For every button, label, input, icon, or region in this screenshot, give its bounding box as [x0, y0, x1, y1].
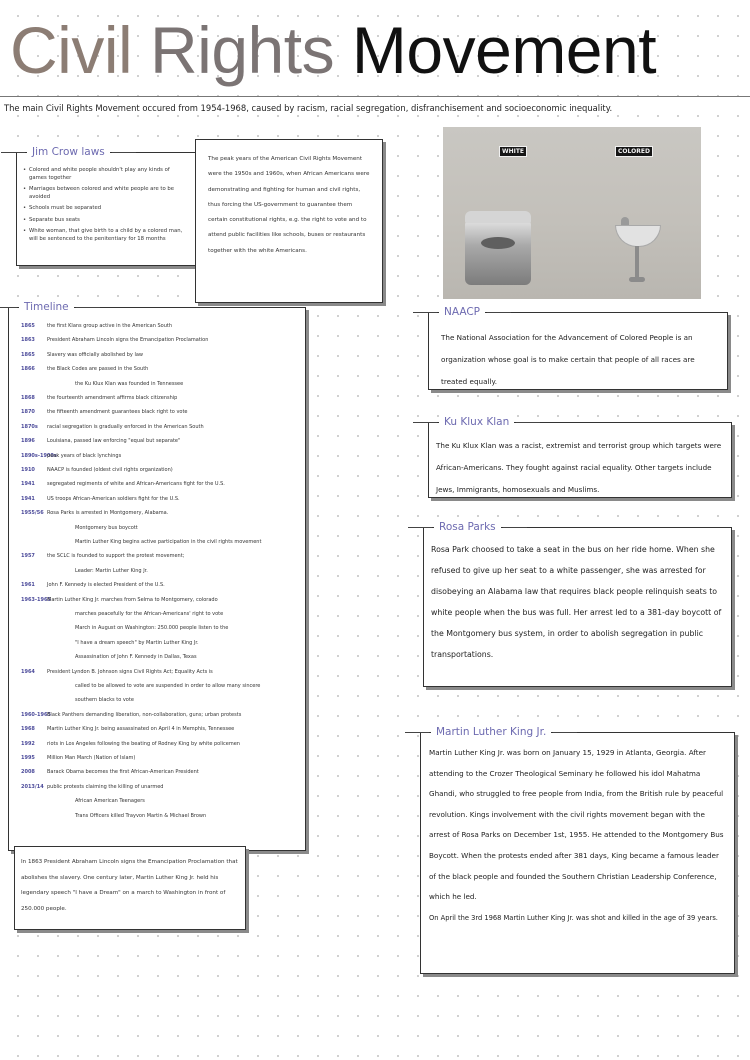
- timeline-event: President Lyndon B. Johnson signs Civil Rights Act; Equality Acts is: [47, 668, 213, 675]
- rosa-parks-box: [423, 521, 732, 687]
- timeline-event: Martin Luther King Jr. being assassinated on April 4 in Memphis, Tennessee: [47, 726, 235, 733]
- timeline-event: segregated regiments of white and African-Americans fight for the U.S.: [47, 481, 225, 488]
- timeline-entry: [21, 754, 135, 763]
- timeline-event: racial segregation is gradually enforced in the American South: [47, 423, 204, 430]
- naacp-title: NAACP: [439, 305, 485, 319]
- timeline-entry: [21, 596, 218, 605]
- timeline-year: 2008: [21, 769, 35, 776]
- timeline-event: the SCLC is founded to support the protest movement;: [47, 553, 185, 560]
- timeline-entry: [21, 408, 188, 417]
- timeline-entry: [49, 567, 148, 576]
- mlk-death-text: On April the 3rd 1968 Martin Luther King Jr. was shot and killed in the age of 39 years.: [429, 913, 718, 922]
- timeline-entry: [21, 351, 143, 360]
- timeline-entry: [49, 639, 199, 648]
- title-word-civil: Civil: [10, 13, 133, 87]
- timeline-year: 1863: [21, 337, 35, 344]
- timeline-entry: [49, 380, 183, 389]
- timeline-year: 1896: [21, 438, 35, 445]
- timeline-year: 1870: [21, 409, 35, 416]
- timeline-event: Black Panthers demanding liberation, non-collaboration, guns; urban protests: [47, 711, 242, 718]
- timeline-year: 1995: [21, 755, 35, 761]
- timeline-year: 1968: [21, 726, 35, 733]
- timeline-event: Trans Officers killed Trayvon Martin & Michael Brown: [75, 812, 207, 819]
- timeline-year: 1868: [21, 395, 35, 401]
- peak-years-text: The peak years of the American Civil Rights Movement were the 1950s and 1960s, when African Americans were demonstrating and fighting for human and civil rights, thus forcing the US-government to guarantee them certain constitutional rights, e.g. the right to vote and to attend public facilities like schools, buses or restaurants together with the white Americans.: [208, 156, 370, 254]
- timeline-year: 1910: [21, 467, 35, 473]
- timeline-event: marches peacefully for the African-Americans' right to vote: [75, 611, 224, 617]
- timeline-event: Million Man March (Nation of Islam): [47, 755, 136, 761]
- timeline-entry: [21, 495, 180, 504]
- timeline-year: 1941: [21, 495, 35, 502]
- timeline-event: President Abraham Lincoln signs the Emancipation Proclamation: [47, 337, 209, 344]
- timeline-year: 1960-1965: [21, 711, 51, 718]
- emancipation-note-text: In 1863 President Abraham Lincoln signs the Emancipation Proclamation that abolishes the slavery. One century later, Martin Luther King Jr. held his legendary speech "I have a Dream" on a march to Washington in front of 250.000 people.: [21, 859, 238, 912]
- title-word-rights: Rights: [150, 13, 335, 87]
- timeline-event: called to be allowed to vote are suspended in order to allow many sincere: [75, 683, 261, 689]
- page-title: [10, 10, 656, 90]
- timeline-event: Montgomery bus boycott: [75, 524, 138, 531]
- timeline-event: southern blacks to vote: [75, 697, 134, 704]
- timeline-entry: [21, 668, 213, 677]
- timeline-entry: [21, 768, 199, 777]
- jim-crow-title: Jim Crow laws: [27, 145, 110, 159]
- timeline-entry: [21, 581, 165, 590]
- rosa-parks-text: Rosa Park choosed to take a seat in the bus on her ride home. When she refused to give up her seat to a white passenger, she was arrested for disobeying an Alabama law that requires black people relinquish seats to white people when the bus was full. Her arrest led to a 381-day boycott of the Montgomery bus system, in order to abolish segregation in public transportations.: [431, 545, 722, 659]
- naacp-text: The National Association for the Advancement of Colored People is an organization whose goal is to make certain that people of all races are treated equally.: [441, 333, 695, 386]
- timeline-entry: [21, 509, 168, 518]
- timeline-year: 1870s: [21, 423, 38, 430]
- timeline-event: riots in Los Angeles following the beating of Rodney King by white policemen: [47, 740, 240, 747]
- timeline-entry: [49, 653, 197, 662]
- fountain-pipe-bend: [629, 277, 645, 282]
- intro-text: The main Civil Rights Movement occured from 1954-1968, caused by racism, racial segregation, disfranchisement and socioeconomic inequality.: [4, 103, 613, 113]
- timeline-event: Assassination of John F. Kennedy in Dallas, Texas: [75, 654, 197, 661]
- timeline-event: Barack Obama becomes the first African-American President: [47, 769, 199, 776]
- timeline-entry: [49, 682, 260, 691]
- mlk-text: Martin Luther King Jr. was born on January 15, 1929 in Atlanta, Georgia. After attending to the Crozer Theological Seminary he followed his idol Mahatma Ghandi, who struggled to free people from India, from the British rule by peaceful revolution. Kings involvement with the civil rights movement began with the arrest of Rosa Parks on December 1st, 1955. He attended to the Montgomery Bus Boycott. When the protests ended after 381 days, King became a famous leader of the black people and founded the Southern Christian Leadership Conference, which he led.: [429, 748, 724, 902]
- timeline-entry: [21, 365, 148, 374]
- timeline-year: 1957: [21, 553, 35, 560]
- timeline-event: African American Teenagers: [75, 798, 145, 805]
- timeline-year: 2013/14: [21, 783, 44, 790]
- timeline-entry: [49, 797, 145, 806]
- timeline-entry: [49, 696, 134, 705]
- kkk-title: Ku Klux Klan: [439, 415, 514, 429]
- naacp-box: [428, 306, 728, 390]
- jim-crow-item: • Marriages between colored and white people are to be avoided: [23, 186, 189, 201]
- timeline-event: Slavery was officially abolished by law: [47, 351, 143, 358]
- timeline-entry: [49, 812, 206, 821]
- timeline-entry: [21, 394, 177, 403]
- jim-crow-item: • White woman, that give birth to a child by a colored man, will be sentenced to the penitentiary for 18 months: [23, 228, 189, 243]
- peak-years-box: [195, 139, 383, 303]
- timeline-year: 1865: [21, 351, 35, 358]
- timeline-entry: [21, 740, 240, 749]
- timeline-event: US troops African-American soldiers fight for the U.S.: [47, 495, 180, 502]
- timeline-entry: [21, 466, 173, 475]
- timeline-entry: [21, 711, 241, 720]
- timeline-event: NAACP is founded (oldest civil rights organization): [47, 467, 173, 473]
- timeline-year: 1963-1965: [21, 596, 51, 603]
- timeline-event: "I have a dream speech" by Martin Luther King Jr.: [75, 639, 199, 646]
- white-drinking-fountain: [465, 219, 531, 285]
- timeline-year: 1992: [21, 740, 35, 747]
- timeline-event: Leader: Martin Luther King Jr.: [75, 567, 148, 574]
- timeline-entry: [49, 538, 261, 547]
- timeline-event: Louisiana, passed law enforcing "equal but separate": [47, 438, 181, 445]
- emancipation-note-box: [14, 846, 246, 930]
- mlk-box: [420, 726, 735, 974]
- timeline-entry: [21, 783, 163, 792]
- timeline-year: 1890s-1900s: [21, 452, 57, 459]
- timeline-event: Martin Luther King begins active participation in the civil rights movement: [75, 539, 262, 545]
- mlk-title: Martin Luther King Jr.: [431, 725, 551, 739]
- timeline-entry: [21, 437, 180, 446]
- jim-crow-item: • Colored and white people shouldn't play any kinds of games together: [23, 167, 189, 182]
- timeline-event: John F. Kennedy is elected President of the U.S.: [47, 582, 165, 589]
- timeline-year: 1865: [21, 323, 35, 329]
- timeline-event: Martin Luther King Jr. marches from Selma to Montgomery, colorado: [47, 596, 218, 603]
- timeline-event: the fifteenth amendment guarantees black right to vote: [47, 409, 188, 416]
- kkk-box: [428, 416, 732, 498]
- timeline-event: the fourteenth amendment affirms black citizenship: [47, 395, 178, 401]
- timeline-event: the Ku Klux Klan was founded in Tennessee: [75, 380, 184, 387]
- timeline-year: 1955/56: [21, 510, 44, 517]
- timeline-entry: [21, 423, 204, 432]
- timeline-entry: [49, 624, 228, 633]
- segregated-fountains-photo: [443, 127, 701, 299]
- timeline-title: Timeline: [19, 300, 74, 314]
- timeline-year: 1964: [21, 668, 35, 675]
- timeline-entry: [21, 725, 234, 734]
- kkk-text: The Ku Klux Klan was a racist, extremist and terrorist group which targets were African-Americans. They fought against racial equality. Other targets include Jews, Immigrants, homosexuals and Muslims.: [436, 441, 722, 494]
- timeline-event: public protests claiming the killing of unarmed: [47, 783, 164, 790]
- colored-sign: COLORED: [615, 146, 653, 157]
- timeline-box: [8, 301, 306, 851]
- timeline-year: 1961: [21, 582, 35, 589]
- white-sign: WHITE: [499, 146, 527, 157]
- colored-drinking-fountain: [615, 225, 661, 247]
- timeline-event: peak years of black lynchings: [47, 452, 122, 459]
- timeline-entry: [21, 322, 172, 331]
- jim-crow-item: • Schools must be separated: [23, 205, 189, 213]
- timeline-event: the Black Codes are passed in the South: [47, 366, 149, 373]
- timeline-event: March in August on Washington: 250.000 people listen to the: [75, 625, 229, 632]
- jim-crow-list: [17, 153, 195, 243]
- jim-crow-box: [16, 146, 196, 266]
- timeline-year: 1941: [21, 481, 35, 488]
- title-word-movement: Movement: [351, 13, 657, 87]
- timeline-entry: [21, 552, 184, 561]
- timeline-event: the first Klans group active in the American South: [47, 323, 173, 329]
- timeline-entry: [49, 610, 223, 619]
- timeline-entry: [21, 336, 208, 345]
- title-divider: [0, 96, 750, 97]
- jim-crow-item: • Separate bus seats: [23, 217, 189, 225]
- timeline-entry: [21, 480, 225, 489]
- timeline-event: Rosa Parks is arrested in Montgomery, Alabama.: [47, 510, 169, 517]
- rosa-parks-title: Rosa Parks: [434, 520, 501, 534]
- timeline-entry: [49, 524, 138, 533]
- timeline-year: 1866: [21, 366, 35, 373]
- timeline-entry: [21, 452, 121, 461]
